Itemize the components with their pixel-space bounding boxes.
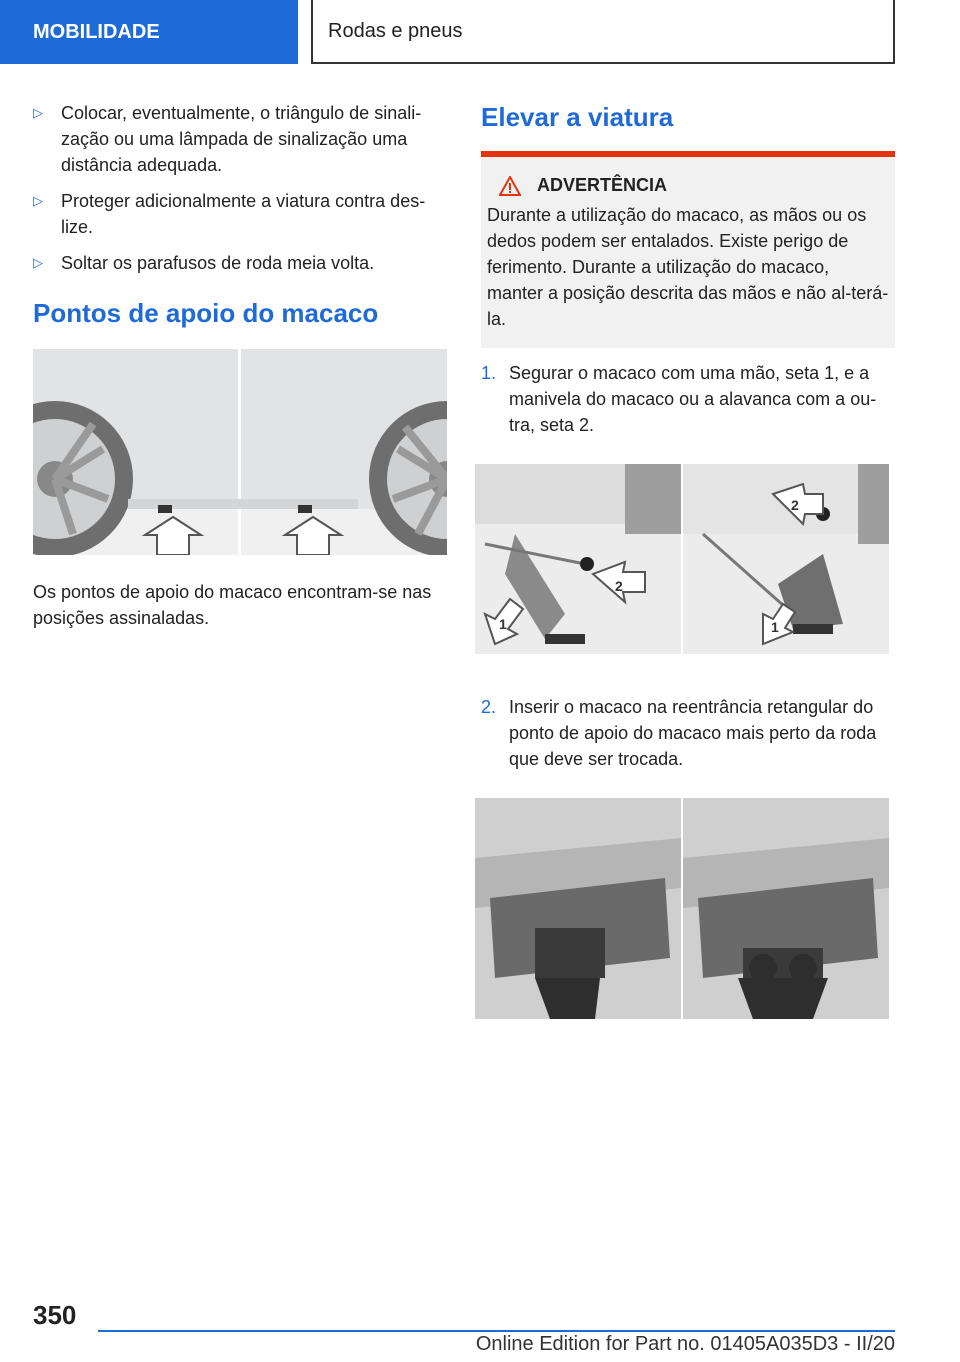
step-item xyxy=(481,360,895,438)
jack-points-description: Os pontos de apoio do macaco encontram-se nas posições assinaladas. xyxy=(33,582,432,628)
jack-illustration xyxy=(683,464,889,654)
arrow-label-1: 1 xyxy=(771,619,779,635)
warning-title-text: ADVERTÊNCIA xyxy=(537,175,668,195)
bullet-triangle-icon: ▷ xyxy=(33,105,43,120)
section-tab: MOBILIDADE xyxy=(0,0,298,64)
list-item xyxy=(33,250,447,276)
step-item xyxy=(481,694,895,772)
jack-hold-image-left xyxy=(475,464,681,654)
arrow-label-2: 2 xyxy=(791,497,799,513)
chapter-title: Rodas e pneus xyxy=(311,0,895,64)
car-jack-points-image xyxy=(33,349,447,555)
list-item-text: Proteger adicionalmente a viatura contra des-lize. xyxy=(61,191,426,237)
list-item xyxy=(33,100,447,178)
jack-point-illustration xyxy=(683,798,889,1019)
right-column xyxy=(481,100,895,1019)
jack-point-illustration xyxy=(475,798,681,1019)
step-number: 2. xyxy=(481,697,497,717)
arrow-label-1: 1 xyxy=(499,616,507,632)
section-heading-raise-vehicle: Elevar a viatura xyxy=(481,102,674,132)
page-number: 350 xyxy=(33,1300,77,1330)
edition-footer: Online Edition for Part no. 01405A035D3 - II/20 xyxy=(475,1333,895,1355)
step-text: Segurar o macaco com uma mão, seta 1, e a manivela do macaco ou a alavanca com a ou-tra, seta 2. xyxy=(509,363,877,435)
jack-handling-images xyxy=(475,464,889,654)
list-item-text: Soltar os parafusos de roda meia volta. xyxy=(61,253,375,273)
warning-triangle-icon xyxy=(499,176,521,196)
warning-title xyxy=(487,175,889,196)
bullet-triangle-icon: ▷ xyxy=(33,255,43,270)
jack-point-image-left xyxy=(475,798,681,1019)
step-text: Inserir o macaco na reentrância retangular do ponto de apoio do macaco mais perto da roda que deve ser trocada. xyxy=(509,697,877,769)
jack-illustration xyxy=(475,464,681,654)
car-side-illustration xyxy=(33,349,447,555)
arrow-label-2: 2 xyxy=(615,578,623,594)
list-item-text: Colocar, eventualmente, o triângulo de sinali-zação ou uma lâmpada de sinalização uma distância adequada. xyxy=(61,103,422,175)
jack-insertion-images xyxy=(475,798,889,1019)
warning-text: Durante a utilização do macaco, as mãos ou os dedos podem ser entalados. Existe perigo de ferimento. Durante a utilização do macaco, manter a posição descrita das mãos e não al-terá-la. xyxy=(487,205,889,329)
warning-box xyxy=(481,151,895,348)
footer-divider xyxy=(98,1330,895,1332)
list-item xyxy=(33,188,447,240)
jack-hold-image-right xyxy=(683,464,889,654)
bullet-triangle-icon: ▷ xyxy=(33,193,43,208)
jack-point-image-right xyxy=(683,798,889,1019)
left-column xyxy=(33,100,447,631)
step-number: 1. xyxy=(481,363,497,383)
section-heading-jack-points: Pontos de apoio do macaco xyxy=(33,298,379,328)
